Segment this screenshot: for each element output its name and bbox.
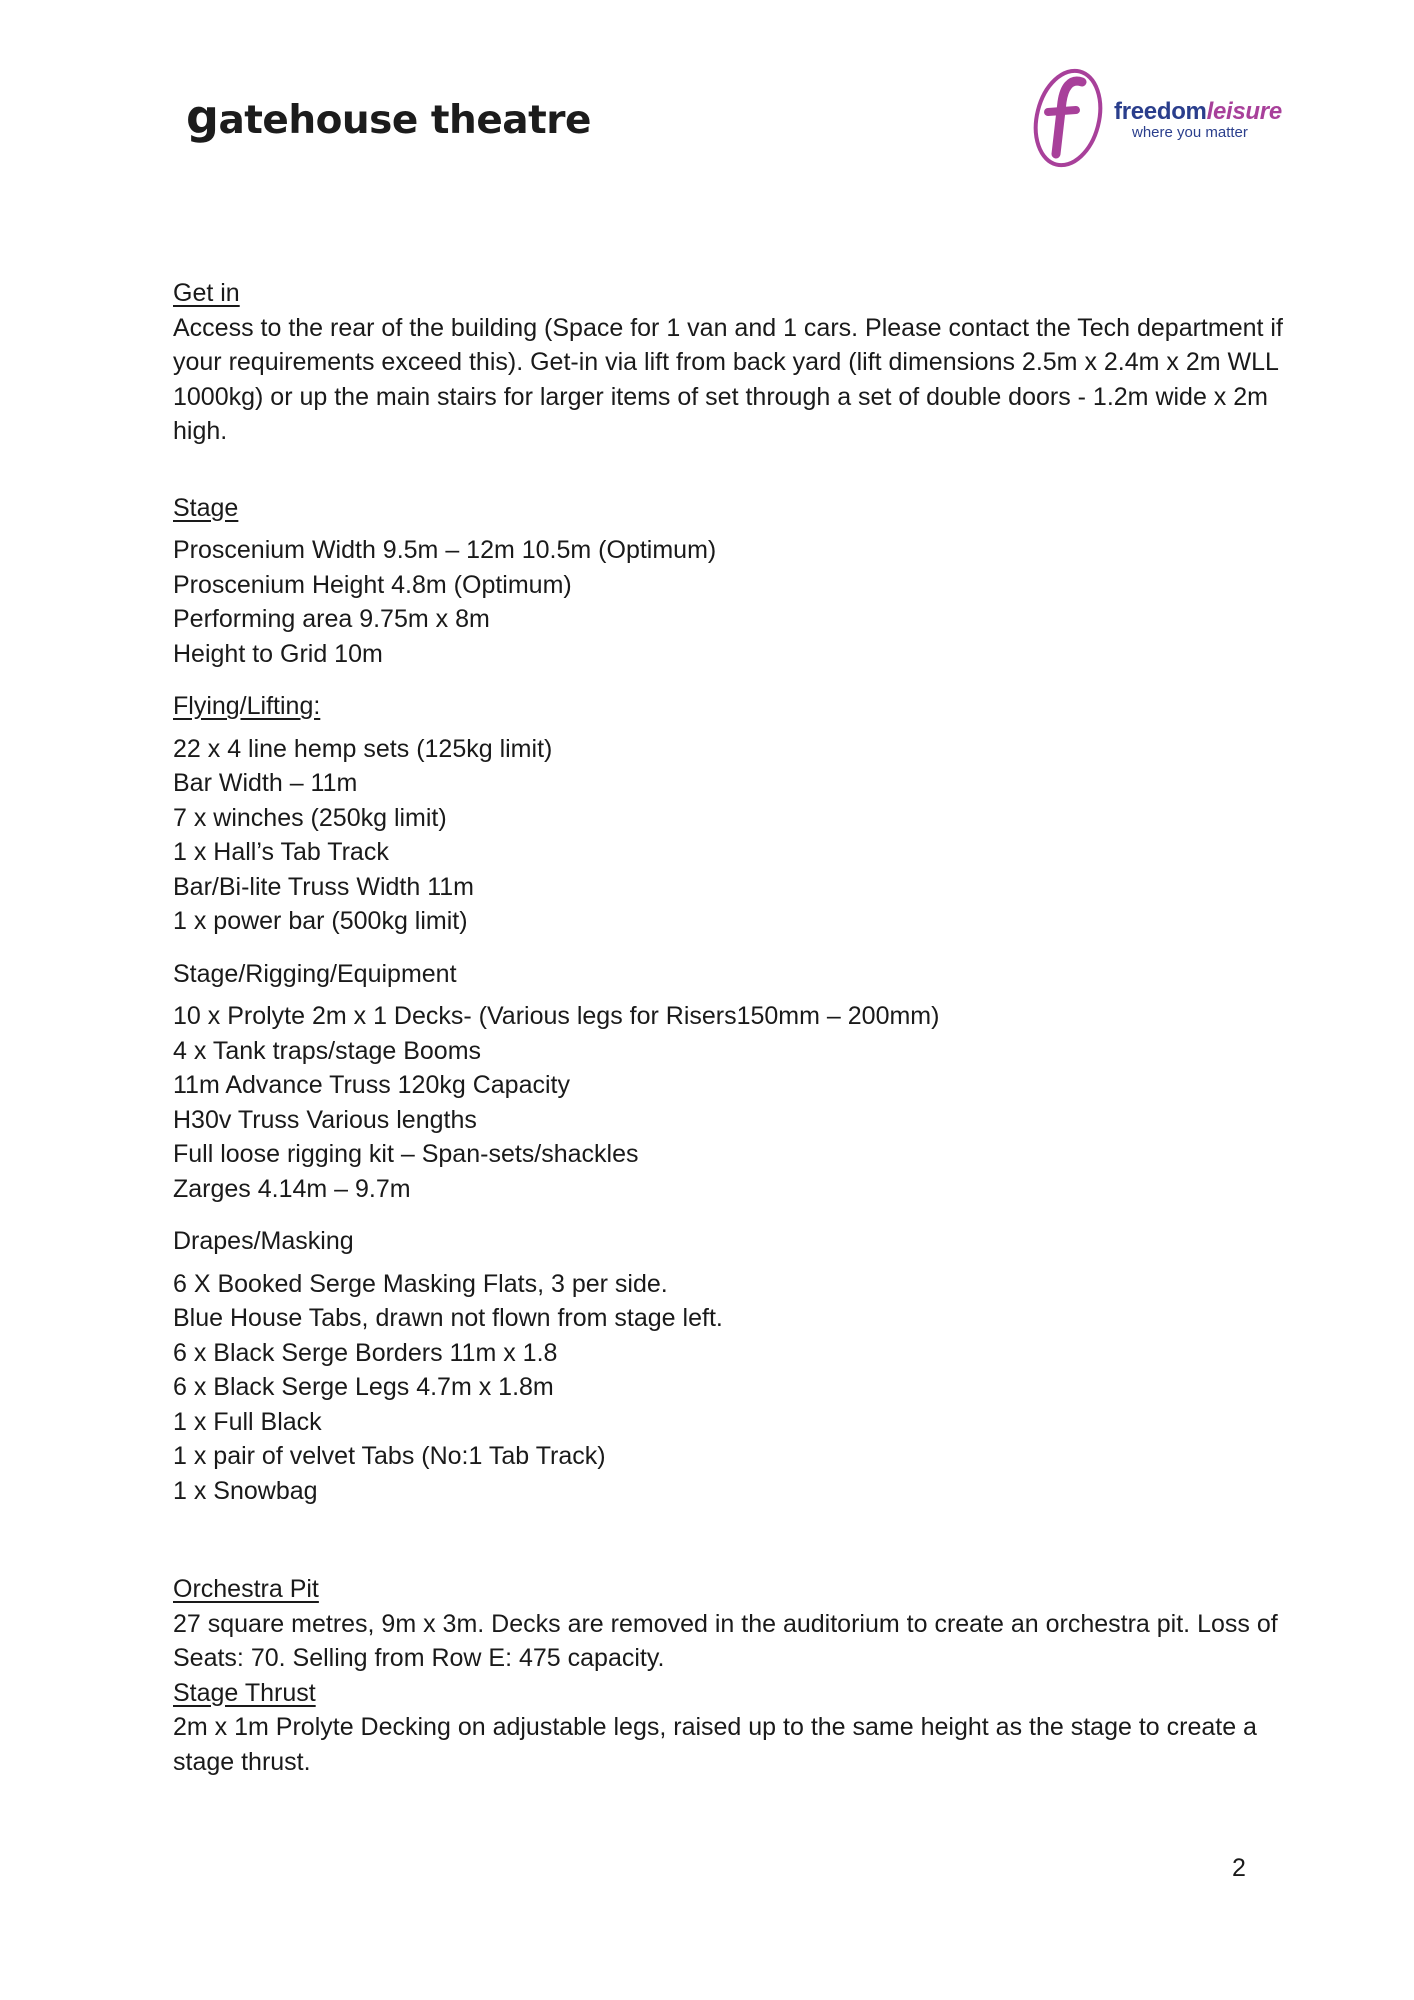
list-item: Blue House Tabs, drawn not flown from stage left. xyxy=(173,1304,723,1332)
list-item: H30v Truss Various lengths xyxy=(173,1105,477,1134)
page-number: 2 xyxy=(1232,1854,1246,1882)
list-item: 22 x 4 line hemp sets (125kg limit) xyxy=(173,734,553,763)
heading-stage: Stage xyxy=(173,493,239,522)
list-item: 6 x Black Serge Borders 11m x 1.8 xyxy=(173,1338,558,1367)
heading-get-in: Get in xyxy=(173,279,240,307)
brand-name-main: freedom xyxy=(1114,98,1207,125)
flying-list xyxy=(173,732,1283,939)
section-stage xyxy=(173,491,1283,672)
logo-g: g xyxy=(186,90,219,144)
list-item: Proscenium Width 9.5m – 12m 10.5m (Optimum) xyxy=(173,536,717,564)
list-item: 4 x Tank traps/stage Booms xyxy=(173,1036,482,1065)
list-item: Bar/Bi-lite Truss Width 11m xyxy=(173,872,475,901)
list-item: 6 x Black Serge Legs 4.7m x 1.8m xyxy=(173,1373,554,1401)
list-item: 1 x Full Black xyxy=(173,1407,322,1436)
heading-drapes: Drapes/Masking xyxy=(173,1227,354,1255)
stage-thrust-text: 2m x 1m Prolyte Decking on adjustable legs, raised up to the same height as the stage to create a stage thrust. xyxy=(173,1713,1257,1776)
section-drapes xyxy=(173,1224,1283,1508)
get-in-text: Access to the rear of the building (Space for 1 van and 1 cars. Please contact the Tech department if your requirements exceed this). Get-in via lift from back yard (lift dimensions 2.5m x 2.4m x 2m WLL 1000kg) or up the main stairs for larger items of set through a set of double doors - 1.2m wide x 2m high. xyxy=(173,313,1283,445)
list-item: Height to Grid 10m xyxy=(173,639,383,668)
drapes-list xyxy=(173,1267,1283,1509)
heading-rigging: Stage/Rigging/Equipment xyxy=(173,959,457,988)
list-item: Full loose rigging kit – Span-sets/shackles xyxy=(173,1140,639,1168)
heading-stage-thrust: Stage Thrust xyxy=(173,1678,316,1707)
section-rigging xyxy=(173,957,1283,1207)
heading-orchestra-pit: Orchestra Pit xyxy=(173,1575,319,1603)
section-orchestra-pit xyxy=(173,1572,1283,1676)
list-item: 1 x power bar (500kg limit) xyxy=(173,907,468,935)
gatehouse-theatre-logo xyxy=(186,90,591,144)
brand-name-accent: leisure xyxy=(1206,98,1282,125)
freedom-leisure-f-icon xyxy=(1032,62,1112,172)
section-stage-thrust xyxy=(173,1676,1283,1780)
list-item: 1 x pair of velvet Tabs (No:1 Tab Track) xyxy=(173,1442,606,1470)
logo-rest: atehouse theatre xyxy=(218,98,591,143)
brand-tagline: where you matter xyxy=(1132,124,1248,141)
freedom-leisure-logo xyxy=(1032,62,1282,182)
list-item: 11m Advance Truss 120kg Capacity xyxy=(173,1071,570,1099)
list-item: Proscenium Height 4.8m (Optimum) xyxy=(173,570,572,599)
list-item: Performing area 9.75m x 8m xyxy=(173,605,490,633)
list-item: 10 x Prolyte 2m x 1 Decks- (Various legs for Risers150mm – 200mm) xyxy=(173,1002,940,1030)
section-get-in xyxy=(173,276,1283,449)
heading-flying: Flying/Lifting: xyxy=(173,692,321,720)
list-item: 1 x Hall’s Tab Track xyxy=(173,838,389,866)
list-item: 6 X Booked Serge Masking Flats, 3 per side. xyxy=(173,1269,668,1298)
brand-name xyxy=(1114,98,1282,126)
list-item: Zarges 4.14m – 9.7m xyxy=(173,1174,411,1203)
list-item: Bar Width – 11m xyxy=(173,769,358,797)
rigging-list xyxy=(173,999,1283,1206)
orchestra-pit-text: 27 square metres, 9m x 3m. Decks are removed in the auditorium to create an orchestra pit. Loss of Seats: 70. Selling from Row E: 475 capacity. xyxy=(173,1609,1278,1672)
list-item: 7 x winches (250kg limit) xyxy=(173,803,447,832)
stage-list xyxy=(173,533,1283,671)
list-item: 1 x Snowbag xyxy=(173,1476,318,1505)
section-flying xyxy=(173,689,1283,939)
document-content xyxy=(173,276,1283,1779)
